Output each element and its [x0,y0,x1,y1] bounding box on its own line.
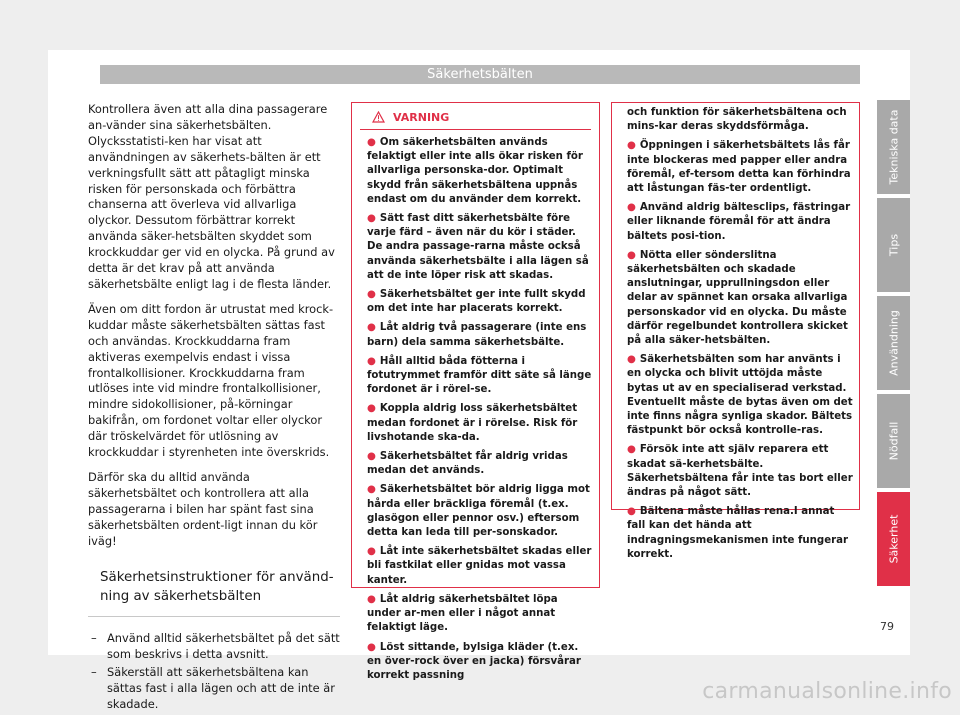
warning-list [352,130,599,683]
warning-item-text: Säkerhetsbältet ger inte fullt skydd om det inte har placerats korrekt. [367,289,586,315]
warning-item [367,355,593,398]
paragraph: Kontrollera även att alla dina passagerare an-vänder sina säkerhetsbälten. Olycksstatisti-ken har visat att användningen av säkerhets-bälten är ett verkningsfullt sätt att påtagligt minska risken för personskada och förbättra chanserna att överleva vid allvarliga olyckor. Dessutom förbättrar korrekt använda säker-hetsbälten skyddet som krockkuddar ger vid en olycka. På grund av detta är det krav på att använda säkerhetsbälte enligt lag i de flesta länder. [88,102,335,291]
bullet-icon: ● [367,546,376,558]
warning-item-text: Låt aldrig säkerhetsbältet löpa under ar-men eller i något annat felaktigt läge. [367,593,558,634]
tab-sakerhet[interactable] [877,492,910,586]
warning-item-text: Håll alltid båda fötterna i fotutrymmet framför ditt säte så länge fordonet är i rörel-se. [367,355,592,396]
warning-item-text: Bältena måste hållas rena.I annat fall kan det hända att indragningsmekanismen inte fungerar korrekt. [627,506,849,560]
watermark: carmanualsonline.info [702,679,952,704]
warning-item-text: Öppningen i säkerhetsbältets lås får inte blockeras med papper eller andra föremål, ef-tersom detta kan förhindra att låstungan fäs-ter ordentligt. [627,140,851,195]
warning-item-text: Låt aldrig två passagerare (inte ens barn) dela samma säkerhetsbälte. [367,322,587,348]
warning-item [367,136,593,207]
tab-nodfall[interactable] [877,394,910,488]
instruction-list [88,631,340,713]
warning-item [367,288,593,316]
warning-item [367,212,593,283]
warning-title: VARNING [393,110,450,124]
list-item-text: Säkerställ att säkerhetsbältena kan sättas fast i alla lägen och att de inte är skadade. [107,665,335,712]
bullet-icon: ● [367,593,376,605]
bullet-icon: ● [367,403,376,415]
warning-item [627,249,853,348]
warning-item [627,505,853,562]
warning-item-text: Sätt fast ditt säkerhetsbälte före varje färd – även när du kör i städer. De andra passage-rarna måste också använda säkerhetsbälte i alla lägen så att de inte löper risk att skadas. [367,213,589,281]
bullet-icon: ● [627,506,636,518]
warning-continuation: och funktion för säkerhetsbältena och mins-kar deras skyddsförmåga. [627,107,847,133]
dash-marker: – [91,631,97,646]
bullet-icon: ● [367,355,376,367]
bullet-icon: ● [627,140,636,152]
warning-item-text: Koppla aldrig loss säkerhetsbältet medan fordonet är i rörelse. Risk för livshotande ska-da. [367,403,578,443]
bullet-icon: ● [627,444,636,456]
warning-item [367,641,593,684]
bullet-icon: ● [367,484,376,496]
warning-item [627,353,853,438]
warning-item [367,545,593,588]
section-heading: Säkerhetsinstruktioner för använd-ning av säkerhetsbälten [100,570,334,604]
paragraph: Därför ska du alltid använda säkerhetsbältet och kontrollera att alla passagerarna i bilen har spänt fast sina säkerhetsbälten ordent-ligt innan du kör iväg! [88,469,318,548]
bullet-icon: ● [627,249,636,261]
bullet-icon: ● [367,213,376,225]
bullet-icon: ● [627,202,636,214]
tab-label: Nödfall [887,421,900,461]
warning-item [627,201,853,244]
dash-marker: – [91,665,97,680]
page-number: 79 [880,620,894,633]
main-text-column [88,102,340,715]
warning-item-text: Använd aldrig bältesclips, fästringar eller liknande föremål för att ändra bältets posi-tion. [627,202,851,242]
warning-item-text: Löst sittande, bylsiga kläder (t.ex. en över-rock över en jacka) försvårar korrekt passning [367,641,581,681]
warning-item-text: Säkerhetsbältet bör aldrig ligga mot hårda eller bräckliga föremål (t.ex. glasögon eller pennor osv.) eftersom detta kan leda till per-sonskador. [367,484,590,539]
tab-label: Användning [887,310,900,376]
tab-label: Säkerhet [887,514,900,564]
warning-item-text: Nötta eller sönderslitna säkerhetsbälten och skadade anslutningar, upprullningsdon eller delar av spännet kan orsaka allvarliga personskador vid en olycka. Du måste därför regelbundet kontrollera skicket på alla säker-hetsbälten. [627,249,848,347]
warning-item-text: Säkerhetsbältet får aldrig vridas medan det används. [367,451,568,477]
list-item-text: Använd alltid säkerhetsbältet på det sätt som beskrivs i detta avsnitt. [107,631,340,662]
warning-item [367,402,593,445]
warning-item-text: Om säkerhetsbälten används felaktigt eller inte alls ökar risken för allvarliga personska-dor. Optimalt skydd från säkerhetsbältena uppnås endast om du använder dem korrekt. [367,137,583,205]
safety-instructions-section [88,569,340,713]
bullet-icon: ● [367,641,376,653]
warning-list [612,103,859,562]
warning-item [367,450,593,478]
warning-item-text: Säkerhetsbälten som har använts i en olycka och blivit uttöjda måste bytas ut av en specialiserad verkstad. Eventuellt måste de bytas även om det inte finns några synliga skador. Bältets fästpunkt bör också kontrolle-ras. [627,354,853,437]
bullet-icon: ● [367,451,376,463]
tab-tips[interactable] [877,198,910,292]
warning-item-text: Försök inte att själv reparera ett skadat sä-kerhetsbälte. Säkerhetsbältena får inte tas bort eller ändras på något sätt. [627,444,853,499]
divider [88,616,340,617]
warning-item [367,483,593,540]
warning-header [352,103,599,126]
tab-label: Tips [887,233,900,257]
page-title: Säkerhetsbälten [100,65,860,84]
tab-anvandning[interactable] [877,296,910,390]
warning-item [627,139,853,196]
paragraph: Även om ditt fordon är utrustat med krock-kuddar måste säkerhetsbälten sättas fast och användas. Krockkuddarna fram aktiveras exempelvis endast i vissa frontalkollisioner. Krockkuddarna fram utlöses inte vid mindre frontalkollisioner, mindre sidokollisioner, på-körningar bakifrån, om fordonet voltar eller olyckor där tröskelvärdet för utlösning av krockkuddar i styrenheten inte överskrids. [88,301,334,460]
bullet-icon: ● [367,137,376,148]
list-item [88,631,340,663]
bullet-icon: ● [367,289,376,301]
warning-box-continued [611,102,860,560]
warning-item-text: Låt inte säkerhetsbältet skadas eller bli fastkilat eller gnidas mot vassa kanter. [367,546,592,586]
warning-item [367,593,593,636]
warning-triangle-icon [372,111,385,123]
tab-label: Tekniska data [887,109,900,185]
tab-tekniska-data[interactable] [877,100,910,194]
warning-item [367,321,593,349]
list-item [88,665,340,713]
bullet-icon: ● [367,322,376,334]
warning-box [351,102,600,681]
warning-item [627,443,853,500]
bullet-icon: ● [627,354,636,366]
